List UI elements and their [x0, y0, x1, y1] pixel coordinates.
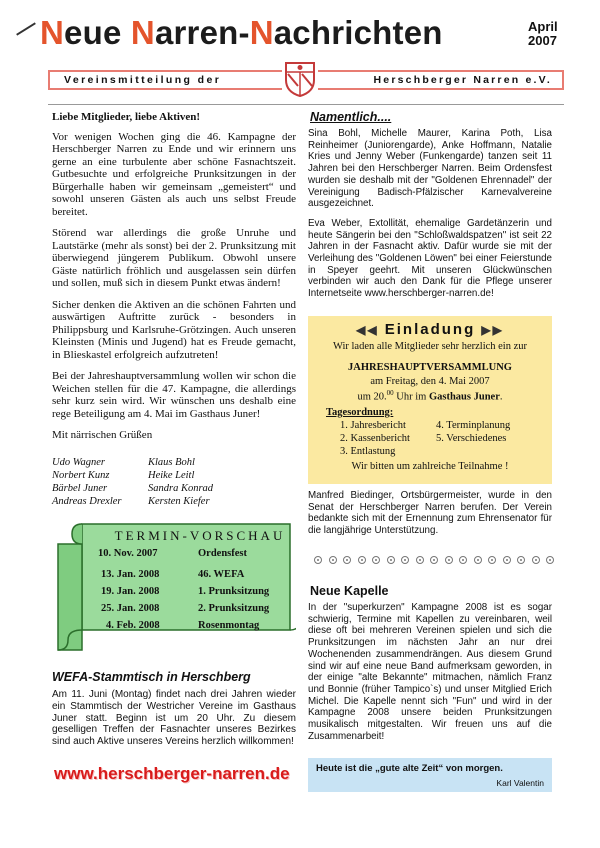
separator-dot: [445, 556, 453, 564]
agenda-item: 1. Jahresbericht: [340, 420, 406, 431]
separator-dot: [372, 556, 380, 564]
signature-name: Udo Wagner: [52, 457, 105, 468]
letter-closing: Mit närrischen Grüßen: [52, 429, 153, 441]
separator-dot: [430, 556, 438, 564]
separator-dot: [474, 556, 482, 564]
header-divider: [48, 104, 564, 105]
separator-dot: [503, 556, 511, 564]
agenda-item: 2. Kassenbericht: [340, 433, 410, 444]
termin-event: 2. Prunksitzung: [198, 603, 270, 614]
wefa-text: Am 11. Juni (Montag) findet nach drei Jahren wieder ein Stammtisch der Westricher Vereine im Gasthaus Juner statt. Beginn ist um 20 Uhr. Zu diesem geselligen Treffen der Fasnachter unseres Bezirkes sind auch Aktive unseres Vereins herzlich willkommen!: [52, 689, 296, 748]
separator-dot: [459, 556, 467, 564]
separator-dot: [532, 556, 540, 564]
letter-paragraph: Bei der Jahreshauptversammlung wollen wir schon die Weichen stellen für die 47. Kampagne, die allerdings sehr kurz sein wird. Wir wünschen uns deshalb eine rege Beteiligung am 4. Mai im Gasthaus Juner!: [52, 370, 296, 420]
letter-body: [52, 111, 296, 442]
kapelle-heading: Neue Kapelle: [310, 584, 389, 598]
quote-text: Heute ist die „gute alte Zeit“ von morgen.: [316, 763, 503, 774]
club-crest-logo: [282, 60, 318, 98]
signatures-column: [148, 456, 213, 508]
termin-date: 10. Nov. 2007: [98, 548, 158, 559]
letter-paragraph: Vor wenigen Wochen ging die 46. Kampagne der Herschberger Narren zu Ende und wir erinnern uns gerne an eine turbulente aber schöne Fasnachtszeit. Gutbesuchte und erfolgreiche Prunksitzungen in der Bürgerhalle haben wir gemeinsam „gemeistert“ und sowohl unseren Gästen als auch uns selbst Freude bereitet.: [52, 130, 296, 218]
website-url-banner[interactable]: www.herschberger-narren.de: [54, 764, 290, 783]
signature-name: Sandra Konrad: [148, 483, 214, 494]
decorative-stroke: [16, 22, 36, 35]
signature-name: Andreas Drexler: [52, 496, 122, 507]
agenda-item: 5. Verschiedenes: [436, 433, 507, 444]
signature-name: Klaus Bohl: [148, 457, 195, 468]
senat-paragraph: Manfred Biedinger, Ortsbürgermeister, wurde in den Senat der Herschberger Narren berufen. Der Verein bedankte sich mit der Ernennung zum Ehrensenator für die langjährige Unterstützung.: [308, 490, 552, 537]
termin-date: 13. Jan. 2008: [101, 569, 160, 580]
letter-greeting: Liebe Mitglieder, liebe Aktiven!: [52, 111, 201, 123]
namentlich-paragraph: Sina Bohl, Michelle Maurer, Karina Poth, Lisa Reinheimer (Juniorengarde), Anke Hoffmann, Natalie Kries und Jenny Weber (Funkengarde) tanzen seit 11 Jahren bei den Herschberger Narren. Beim Ordensfest wurden sie deshalb mit der "Goldenen Ehrennadel" der Vereinigung Badisch-Pfälzischer Karnevalvereine ausgezeichnet.: [308, 128, 552, 210]
einladung-intro: Wir laden alle Mitglieder sehr herzlich ein zur: [332, 341, 528, 352]
einladung-date: am Freitag, den 4. Mai 2007: [370, 376, 490, 387]
einladung-title: ◀◀ Einladung ▶▶: [356, 321, 504, 338]
signature-name: Heike Leitl: [148, 470, 195, 481]
termin-event: 46. WEFA: [198, 569, 245, 580]
separator-dot: [329, 556, 337, 564]
letter-paragraph: Sicher denken die Aktiven an die schönen Fahrten und auswärtigen Auftritte zurück - besonders in Philippsburg und Karlsruhe-Grötzingen. Auch unseren Kleinsten (Minis und Jugend) hat es Freude gemacht, in Blieskastel erfolgreich aufzutreten!: [52, 298, 296, 361]
separator-dot: [343, 556, 351, 564]
termin-title: TERMIN-VORSCHAU: [114, 528, 286, 543]
termin-date: 25. Jan. 2008: [101, 603, 160, 614]
einladung-closing: Wir bitten um zahlreiche Teilnahme !: [351, 461, 509, 472]
termin-event: Ordensfest: [198, 548, 247, 559]
issue-year: 2007: [528, 33, 557, 48]
quote-author: Karl Valentin: [496, 778, 544, 788]
dot-separator: [314, 556, 554, 564]
issue-month: April: [528, 19, 558, 34]
letter-paragraph: Störend war allerdings die große Unruhe und Lautstärke (mehr als sonst) bei der 2. Prunksitzung mit überwiegend jüngerem Publikum. Obwohl unsere Gäste natürlich fröhlich und ausgelassen sein dürfen und sollen, muß sich in diesem Punkt etwas ändern!: [52, 227, 296, 289]
namentlich-paragraph: Eva Weber, Extollität, ehemalige Gardetänzerin und heute Sängerin bei den "Schloßwaldspatzen" ist seit 22 Jahren in der Fasnacht aktiv. Dafür wurde sie mit der Verleihung des "Goldenen Löwen" bei einer Feierstunde in Speyer geehrt. Mit unseren Glückwünschen verbinden wir auch den Dank für die Pflege unserer Internetseite www.herschberger-narren.de!: [308, 217, 552, 300]
signature-name: Bärbel Juner: [52, 483, 108, 494]
separator-dot: [401, 556, 409, 564]
namentlich-text: [308, 128, 552, 300]
senat-text: [308, 490, 552, 537]
termin-date: 4. Feb. 2008: [106, 620, 160, 631]
signature-name: Kersten Kiefer: [148, 496, 210, 507]
kapelle-paragraph: In der "superkurzen" Kampagne 2008 ist es sogar schwierig, Termine mit Kapellen zu vereinbaren, weil diese oft bei mehreren Vereinen spielen und sich die Prunksitzungen im nächsten Jahr an nur drei Wochenenden zusammendrängen. Aus diesem Grund sind wir auf eine neue Band aufmerksam geworden, in der einige "alte Bekannte" mitmachen, nämlich Franz und Bonnie (früher Tampico`s) und unser Mitglied Erich Michel. Die Kapelle nennt sich "Fun" und wird in der Kampagne 2008 unsere beiden Prunksitzungen musikalisch mitgestalten. Wir freuen uns auf die Zusammenarbeit!: [308, 602, 552, 742]
newsletter-title: Neue Narren-Nachrichten: [40, 14, 443, 51]
termin-event: Rosenmontag: [198, 620, 260, 631]
separator-dot: [546, 556, 554, 564]
banner-left-text: Vereinsmitteilung der: [64, 74, 222, 86]
separator-dot: [416, 556, 424, 564]
wefa-heading: WEFA-Stammtisch in Herschberg: [52, 670, 251, 684]
signature-name: Norbert Kunz: [52, 470, 110, 481]
separator-dot: [387, 556, 395, 564]
separator-dot: [358, 556, 366, 564]
namentlich-heading: Namentlich....: [310, 110, 392, 124]
einladung-time-place: um 20.00 Uhr im Gasthaus Juner.: [357, 389, 503, 403]
signatures-column: [52, 456, 122, 508]
einladung-event: JAHRESHAUPTVERSAMMLUNG: [348, 362, 512, 373]
separator-dot: [488, 556, 496, 564]
termin-date: 19. Jan. 2008: [101, 586, 160, 597]
banner-right-text: Herschberger Narren e.V.: [373, 74, 552, 86]
separator-dot: [314, 556, 322, 564]
agenda-item: 4. Terminplanung: [436, 420, 511, 431]
issue-date: [528, 20, 558, 48]
separator-dot: [517, 556, 525, 564]
agenda-item: 3. Entlastung: [340, 446, 396, 457]
termin-event: 1. Prunksitzung: [198, 586, 270, 597]
quote-box: [308, 758, 552, 792]
tagesordnung-label: Tagesordnung:: [326, 407, 394, 418]
kapelle-text: [308, 602, 552, 742]
